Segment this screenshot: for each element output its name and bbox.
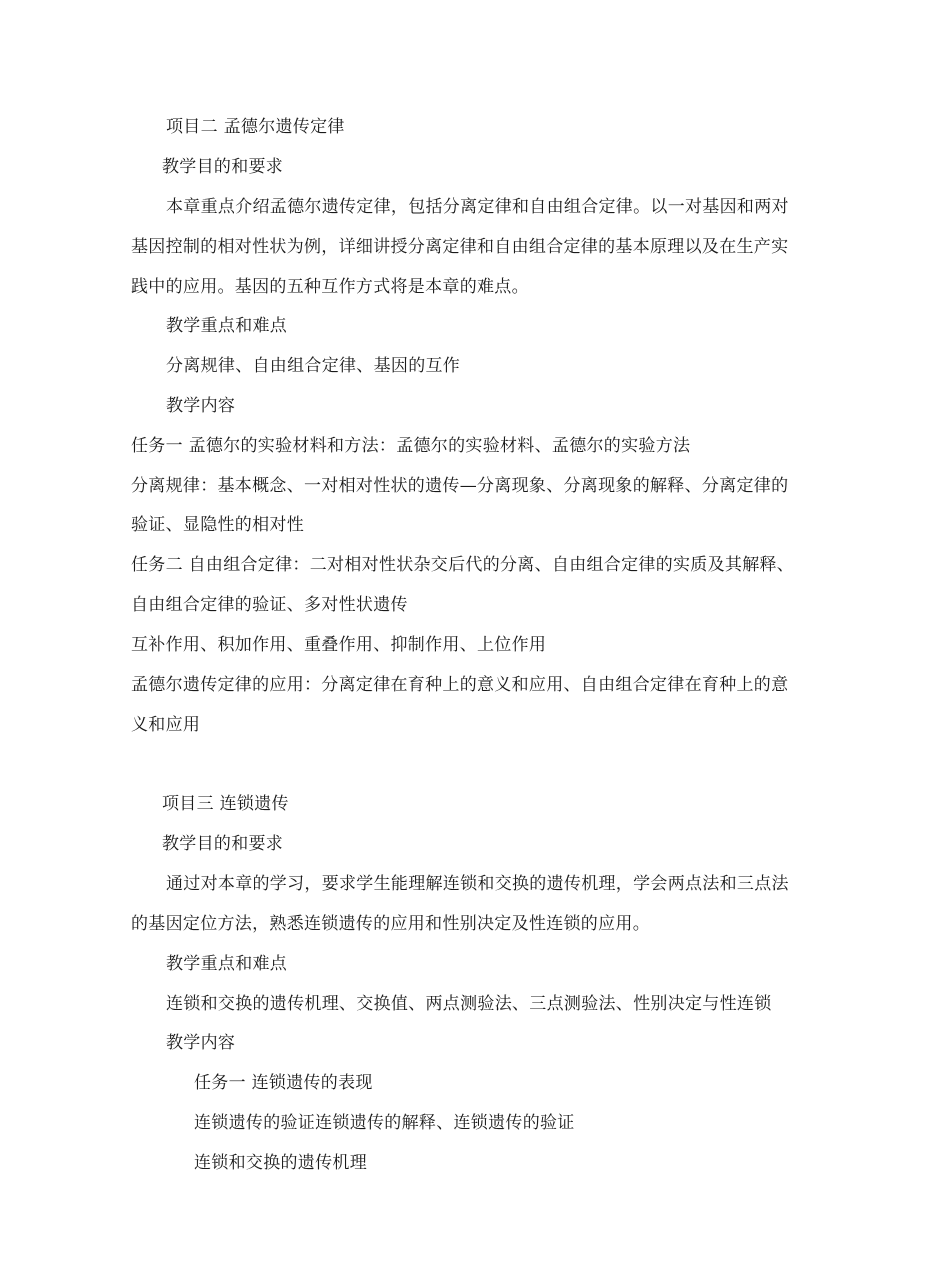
section2-objectives-text-3: 践中的应用。基因的五种互作方式将是本章的难点。 (131, 277, 529, 297)
section3-objectives-heading: 教学目的和要求 (162, 834, 284, 854)
section2-content-4: 互补作用、积加作用、重叠作用、抑制作用、上位作用 (131, 635, 547, 655)
section2-content-heading: 教学内容 (166, 396, 236, 416)
section2-key-points-heading: 教学重点和难点 (166, 316, 288, 336)
section2-content-2b: 验证、显隐性的相对性 (131, 515, 304, 535)
section2-content-5a: 孟德尔遗传定律的应用：分离定律在育种上的意义和应用、自由组合定律在育种上的意 (131, 675, 789, 695)
section3-key-points-text: 连锁和交换的遗传机理、交换值、两点测验法、三点测验法、性别决定与性连锁 (166, 994, 772, 1014)
section2-content-2a: 分离规律：基本概念、一对相对性状的遗传—分离现象、分离现象的解释、分离定律的 (131, 476, 789, 496)
section3-content-1: 任务一 连锁遗传的表现 (194, 1073, 373, 1093)
section2-objectives-heading: 教学目的和要求 (162, 157, 284, 177)
section3-objectives-text-2: 的基因定位方法，熟悉连锁遗传的应用和性别决定及性连锁的应用。 (131, 914, 650, 934)
section3-objectives-text: 通过对本章的学习，要求学生能理解连锁和交换的遗传机理，学会两点法和三点法 (166, 874, 789, 894)
section2-content-1: 任务一 孟德尔的实验材料和方法：孟德尔的实验材料、孟德尔的实验方法 (131, 436, 691, 456)
section3-content-heading: 教学内容 (166, 1033, 236, 1053)
section2-key-points-text: 分离规律、自由组合定律、基因的互作 (166, 356, 461, 376)
section2-content-3b: 自由组合定律的验证、多对性状遗传 (131, 595, 408, 615)
section3-key-points-heading: 教学重点和难点 (166, 954, 288, 974)
section2-objectives-text: 本章重点介绍孟德尔遗传定律，包括分离定律和自由组合定律。以一对基因和两对 (166, 197, 789, 217)
section2-content-3a: 任务二 自由组合定律：二对相对性状杂交后代的分离、自由组合定律的实质及其解释、 (131, 555, 795, 575)
section3-content-3: 连锁和交换的遗传机理 (194, 1153, 367, 1173)
section2-objectives-text-2: 基因控制的相对性状为例，详细讲授分离定律和自由组合定律的基本原理以及在生产实 (131, 237, 789, 257)
section3-title: 项目三 连锁遗传 (162, 794, 289, 814)
section2-content-5b: 义和应用 (131, 715, 201, 735)
section2-title: 项目二 孟德尔遗传定律 (166, 117, 345, 137)
section3-content-2: 连锁遗传的验证连锁遗传的解释、连锁遗传的验证 (194, 1113, 575, 1133)
